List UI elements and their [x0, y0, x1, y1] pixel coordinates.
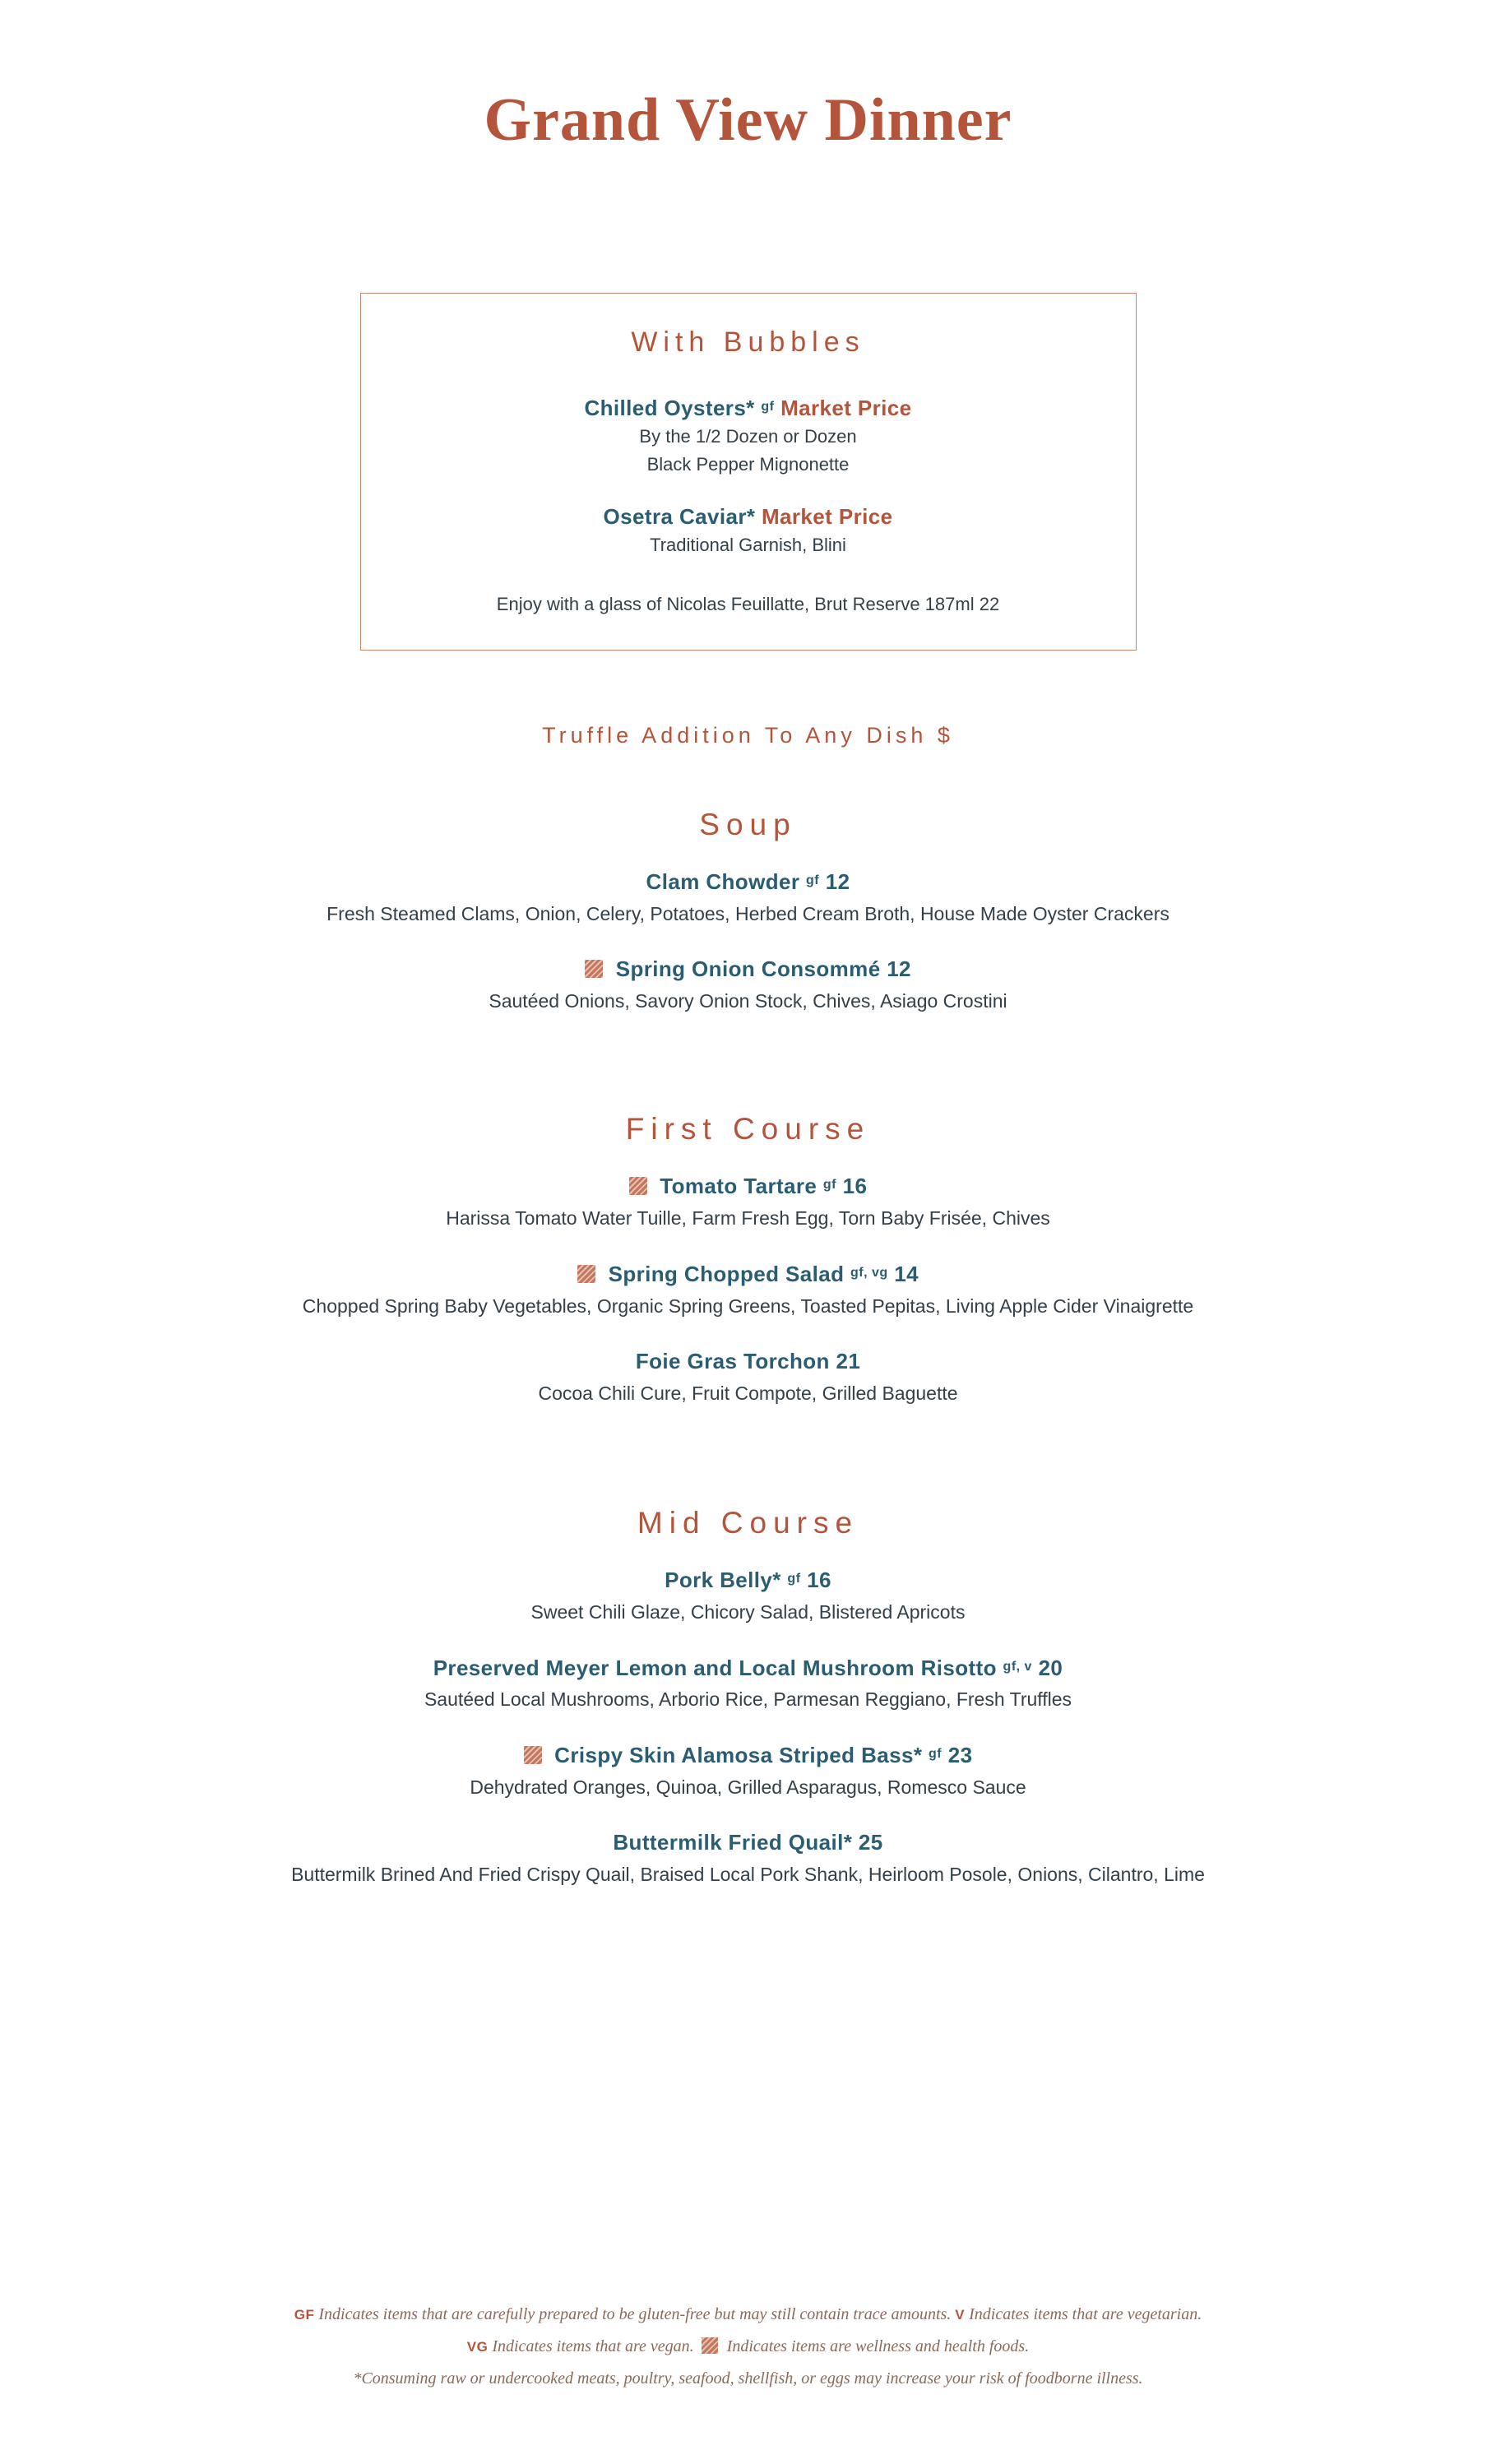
menu-item-price: Market Price: [780, 396, 912, 420]
menu-item-clam-chowder: [0, 868, 1496, 928]
menu-item-price: Market Price: [762, 503, 893, 529]
menu-item-title: [0, 1567, 1496, 1595]
menu-item-pork-belly: [0, 1567, 1496, 1626]
section-first-course: [0, 1112, 1496, 1407]
menu-item-osetra-caviar: [386, 503, 1111, 559]
menu-item-name: Preserved Meyer Lemon and Local Mushroom Risotto: [433, 1655, 997, 1680]
menu-item-buttermilk-fried-quail: [0, 1829, 1496, 1888]
menu-item-name: Buttermilk Fried Quail*: [613, 1830, 853, 1855]
menu-item-name: Foie Gras Torchon: [635, 1349, 830, 1374]
menu-item-title: [386, 395, 1111, 423]
menu-item-description-line-1: By the 1/2 Dozen or Dozen: [639, 425, 857, 447]
footer-line-3: *Consuming raw or undercooked meats, poultry, seafood, shellfish, or eggs may increase your risk of foodborne illness.: [353, 2369, 1143, 2388]
menu-item-description: Buttermilk Brined And Fried Crispy Quail, Braised Local Pork Shank, Heirloom Posole, Onions, Cilantro, Lime: [291, 1864, 1205, 1886]
section-heading: Soup: [699, 807, 797, 841]
menu-item-title: [386, 503, 1111, 531]
menu-item-description: Sautéed Local Mushrooms, Arborio Rice, Parmesan Reggiano, Fresh Truffles: [424, 1688, 1072, 1711]
menu-item-meyer-lemon-mushroom-risotto: [0, 1655, 1496, 1714]
menu-item-name: Osetra Caviar*: [603, 503, 756, 529]
dietary-tag: gf: [928, 1746, 943, 1761]
v-legend-text: Indicates items that are vegetarian.: [969, 2305, 1202, 2323]
menu-item-spring-chopped-salad: [0, 1261, 1496, 1320]
bubbles-pairing-note: Enjoy with a glass of Nicolas Feuillatte, Brut Reserve 187ml 22: [496, 593, 1000, 614]
menu-item-tomato-tartare: [0, 1173, 1496, 1232]
wellness-food-icon: [702, 2337, 718, 2354]
menu-item-description: Sweet Chili Glaze, Chicory Salad, Blistered Apricots: [530, 1601, 966, 1623]
menu-item-name: Clam Chowder: [646, 868, 800, 894]
menu-item-name: Crispy Skin Alamosa Striped Bass*: [554, 1742, 923, 1767]
dietary-tag: gf: [822, 1178, 836, 1193]
wellness-food-icon: [524, 1746, 542, 1764]
section-heading: First Course: [625, 1112, 871, 1146]
menu-item-spring-onion-consomme: [0, 956, 1496, 1015]
menu-item-title: [0, 868, 1496, 896]
menu-item-price: 25: [858, 1830, 883, 1855]
gf-legend-label: GF: [294, 2307, 315, 2323]
vg-legend-label: VG: [466, 2339, 489, 2355]
wellness-legend-text: Indicates items are wellness and health foods.: [726, 2337, 1030, 2355]
section-heading: Mid Course: [637, 1506, 859, 1540]
menu-item-name: Pork Belly*: [665, 1568, 781, 1593]
menu-item-foie-gras-torchon: [0, 1348, 1496, 1407]
menu-item-description: Harissa Tomato Water Tuille, Farm Fresh Egg, Torn Baby Frisée, Chives: [446, 1207, 1050, 1230]
menu-item-description-line-1: Traditional Garnish, Blini: [650, 534, 846, 555]
menu-item-description: Dehydrated Oranges, Quinoa, Grilled Asparagus, Romesco Sauce: [470, 1776, 1026, 1798]
dietary-tag: gf: [761, 400, 775, 414]
dietary-tag: gf, vg: [850, 1265, 888, 1280]
menu-item-title: [0, 1829, 1496, 1857]
with-bubbles-heading: With Bubbles: [631, 327, 865, 358]
dietary-tag: gf: [787, 1572, 801, 1586]
menu-item-name: Spring Onion Consommé: [615, 956, 881, 982]
menu-item-price: 12: [887, 956, 911, 982]
menu-item-description: Chopped Spring Baby Vegetables, Organic Spring Greens, Toasted Pepitas, Living Apple Cider Vinaigrette: [302, 1295, 1194, 1317]
footer-disclaimers: [0, 2299, 1496, 2395]
menu-item-description: Cocoa Chili Cure, Fruit Compote, Grilled Baguette: [538, 1382, 958, 1404]
wellness-food-icon: [577, 1265, 595, 1283]
dietary-tag: gf, v: [1003, 1659, 1032, 1674]
menu-item-price: 16: [807, 1568, 831, 1593]
menu-item-description-line-2: Black Pepper Mignonette: [646, 453, 850, 475]
menu-item-crispy-skin-striped-bass: [0, 1742, 1496, 1801]
truffle-addition-note: Truffle Addition To Any Dish $: [542, 722, 954, 748]
menu-item-title: [0, 1655, 1496, 1683]
menu-item-name: Tomato Tartare: [660, 1174, 817, 1199]
menu-item-description: Fresh Steamed Clams, Onion, Celery, Potatoes, Herbed Cream Broth, House Made Oyster Crackers: [327, 902, 1169, 924]
menu-item-chilled-oysters: [386, 395, 1111, 479]
menu-item-name: Chilled Oysters*: [584, 396, 755, 420]
section-mid-course: [0, 1506, 1496, 1888]
menu-item-price: 16: [842, 1174, 868, 1199]
menu-item-price: 20: [1038, 1655, 1063, 1680]
v-legend-label: V: [955, 2307, 966, 2323]
menu-item-price: 14: [894, 1261, 919, 1286]
menu-item-price: 23: [947, 1742, 973, 1767]
gf-legend-text: Indicates items that are carefully prepared to be gluten-free but may still contain trace amounts.: [318, 2305, 952, 2323]
dietary-tag: gf: [805, 873, 820, 887]
menu-item-name: Spring Chopped Salad: [608, 1261, 845, 1286]
wellness-food-icon: [629, 1177, 647, 1195]
menu-item-title: [0, 1348, 1496, 1376]
menu-item-title: [0, 1261, 1496, 1289]
with-bubbles-panel: [360, 293, 1137, 651]
menu-item-title: [0, 1173, 1496, 1201]
footer-line-2: [0, 2331, 1496, 2363]
menu-item-title: [0, 1742, 1496, 1770]
vg-legend-text: Indicates items that are vegan.: [492, 2337, 694, 2355]
menu-item-title: [0, 956, 1496, 984]
menu-item-price: 12: [825, 868, 850, 894]
wellness-food-icon: [585, 960, 603, 978]
menu-item-price: 21: [836, 1349, 861, 1374]
footer-line-1: [0, 2299, 1496, 2331]
menu-item-description: Sautéed Onions, Savory Onion Stock, Chives, Asiago Crostini: [489, 989, 1007, 1012]
page-title: Grand View Dinner: [484, 86, 1012, 154]
section-soup: [0, 808, 1496, 1016]
